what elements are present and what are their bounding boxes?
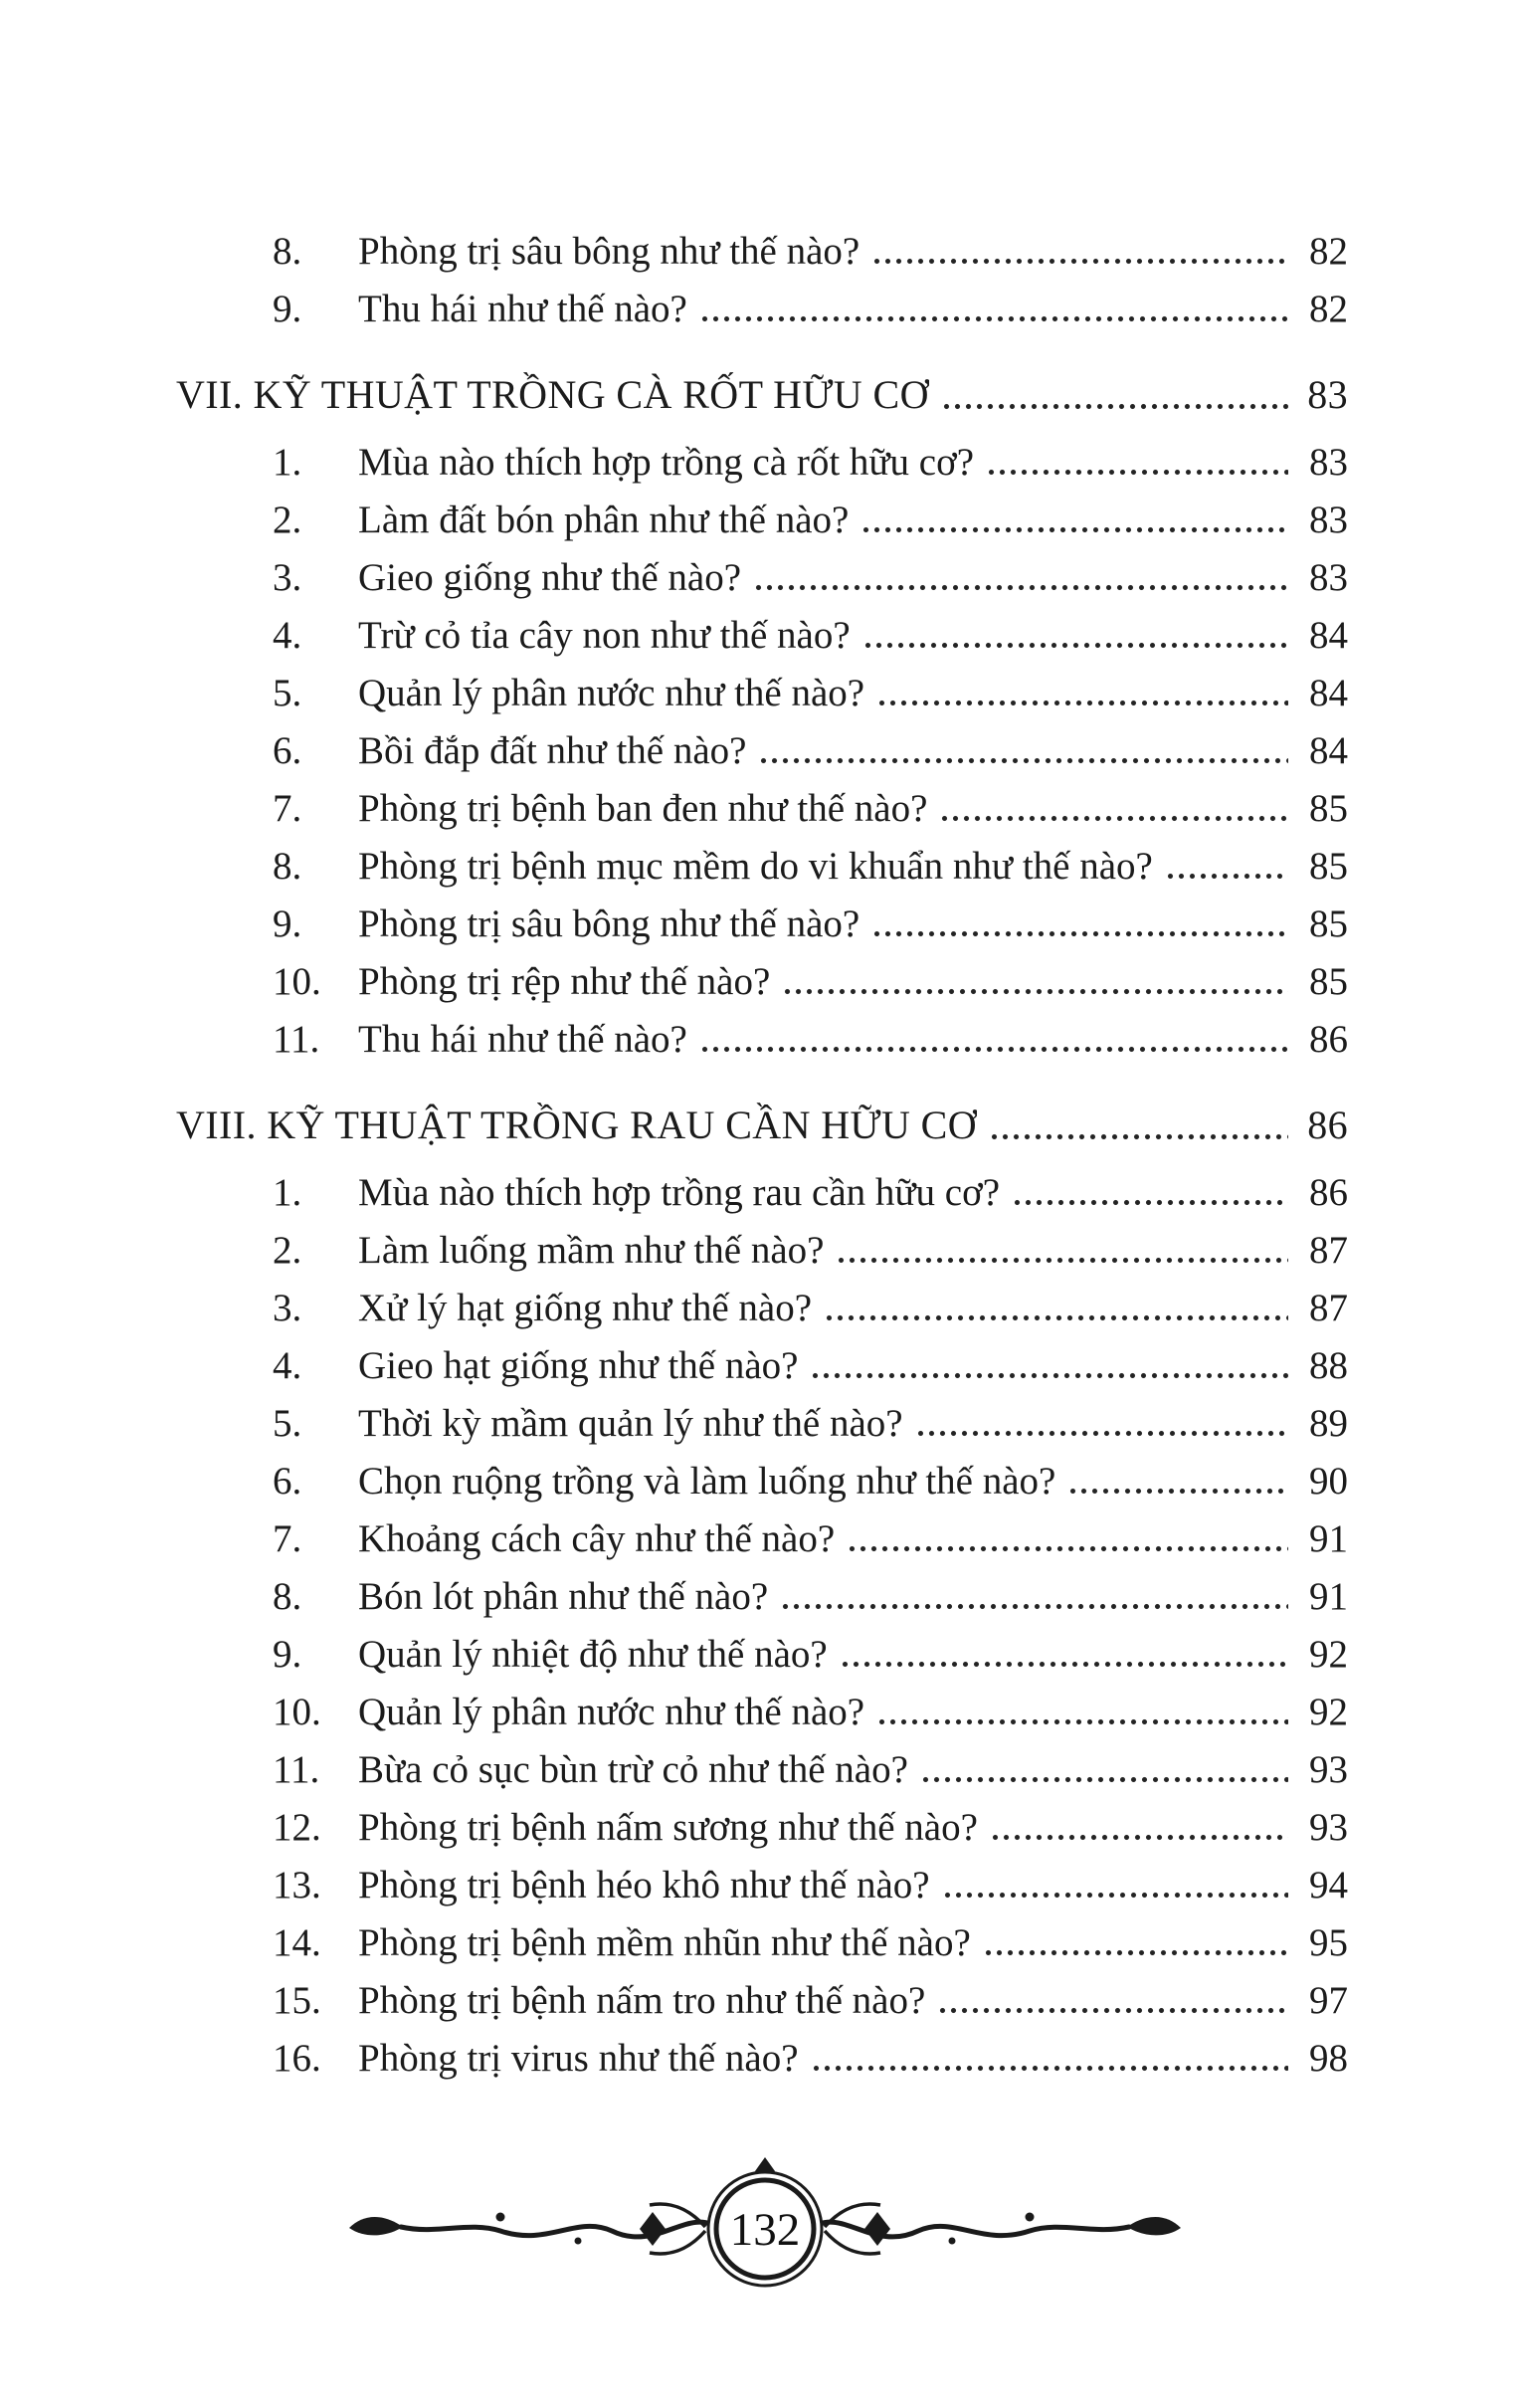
- toc-item-row: [176, 549, 1348, 607]
- entry-page: 85: [1309, 845, 1348, 888]
- entry-number: 6.: [273, 729, 302, 772]
- dot-leader: [871, 896, 1288, 953]
- toc-item-row: [176, 2030, 1348, 2088]
- toc-item-row: [176, 1568, 1348, 1626]
- entry-page: 92: [1309, 1691, 1348, 1733]
- entry-title: Bừa cỏ sục bùn trừ cỏ như thế nào?: [358, 1748, 908, 1791]
- entry-page: 84: [1309, 729, 1348, 772]
- dot-leader: [1067, 1453, 1288, 1510]
- toc-item-row: [176, 492, 1348, 549]
- entry-title: Khoảng cách cây như thế nào?: [358, 1517, 836, 1560]
- entry-title: Trừ cỏ tỉa cây non như thế nào?: [358, 614, 851, 657]
- entry-page: 93: [1309, 1806, 1348, 1849]
- dot-leader: [780, 1568, 1288, 1626]
- dot-leader: [840, 1626, 1288, 1684]
- entry-title: Gieo giống như thế nào?: [358, 556, 742, 599]
- entry-number: 11.: [273, 1018, 320, 1061]
- dot-leader: [941, 364, 1288, 426]
- dot-leader: [983, 1914, 1288, 1972]
- dot-leader: [942, 1857, 1288, 1914]
- entry-page: 95: [1309, 1921, 1348, 1964]
- toc-item-row: [176, 1280, 1348, 1337]
- toc-item-row: [176, 1164, 1348, 1222]
- entry-page: 84: [1309, 672, 1348, 714]
- entry-page: 86: [1309, 1018, 1348, 1061]
- entry-page: 85: [1309, 903, 1348, 945]
- toc-item-row: [176, 1684, 1348, 1741]
- toc-list: [176, 223, 1348, 2088]
- entry-page: 94: [1309, 1864, 1348, 1906]
- dot-leader: [939, 780, 1288, 838]
- dot-leader: [862, 607, 1288, 665]
- entry-title: Thời kỳ mầm quản lý như thế nào?: [358, 1402, 903, 1445]
- toc-item-row: [176, 1972, 1348, 2030]
- toc-section-row: [176, 364, 1348, 426]
- entry-page: 82: [1309, 230, 1348, 273]
- entry-number: 9.: [273, 903, 302, 945]
- entry-page: 91: [1309, 1575, 1348, 1618]
- entry-number: 1.: [273, 1171, 302, 1214]
- toc-item-row: [176, 722, 1348, 780]
- entry-page: 83: [1309, 441, 1348, 484]
- toc-item-row: [176, 281, 1348, 338]
- entry-number: 10.: [273, 960, 321, 1003]
- entry-page: 91: [1309, 1517, 1348, 1560]
- dot-leader: [782, 953, 1288, 1011]
- entry-page: 85: [1309, 787, 1348, 830]
- entry-number: 7.: [273, 1517, 302, 1560]
- dot-leader: [876, 1684, 1288, 1741]
- entry-page: 84: [1309, 614, 1348, 657]
- entry-page: 89: [1309, 1402, 1348, 1445]
- entry-number: 2.: [273, 1229, 302, 1272]
- entry-page: 88: [1309, 1344, 1348, 1387]
- entry-number: 7.: [273, 787, 302, 830]
- toc-item-row: [176, 1453, 1348, 1510]
- dot-leader: [920, 1741, 1288, 1799]
- entry-page: 87: [1309, 1287, 1348, 1329]
- entry-title: Chọn ruộng trồng và làm luống như thế nào?: [358, 1460, 1056, 1503]
- dot-leader: [699, 281, 1288, 338]
- entry-number: 8.: [273, 230, 302, 273]
- toc-item-row: [176, 896, 1348, 953]
- entry-number: 15.: [273, 1979, 321, 2022]
- entry-title: Phòng trị bệnh ban đen như thế nào?: [358, 787, 928, 830]
- entry-number: 5.: [273, 672, 302, 714]
- dot-leader: [847, 1510, 1288, 1568]
- entry-number: 2.: [273, 499, 302, 541]
- dot-leader: [860, 492, 1288, 549]
- entry-number: 12.: [273, 1806, 321, 1849]
- toc-item-row: [176, 1914, 1348, 1972]
- entry-page: 86: [1307, 1103, 1348, 1147]
- entry-title: Thu hái như thế nào?: [358, 1018, 687, 1061]
- dot-leader: [824, 1280, 1288, 1337]
- toc-item-row: [176, 780, 1348, 838]
- entry-title: Quản lý phân nước như thế nào?: [358, 672, 865, 714]
- toc-item-row: [176, 1337, 1348, 1395]
- entry-page: 83: [1307, 372, 1348, 417]
- entry-title: Mùa nào thích hợp trồng rau cần hữu cơ?: [358, 1171, 1001, 1214]
- page-number: 132: [729, 2204, 800, 2256]
- entry-number: 8.: [273, 1575, 302, 1618]
- entry-title: VIII. KỸ THUẬT TRỒNG RAU CẦN HỮU CƠ: [176, 1103, 978, 1147]
- entry-number: 4.: [273, 1344, 302, 1387]
- entry-page: 86: [1309, 1171, 1348, 1214]
- entry-page: 92: [1309, 1633, 1348, 1676]
- footer-ornament: [327, 2129, 1203, 2328]
- entry-page: 87: [1309, 1229, 1348, 1272]
- toc-item-row: [176, 953, 1348, 1011]
- toc-item-row: [176, 665, 1348, 722]
- entry-number: 8.: [273, 845, 302, 888]
- entry-title: Mùa nào thích hợp trồng cà rốt hữu cơ?: [358, 441, 975, 484]
- entry-number: 9.: [273, 288, 302, 330]
- entry-number: 11.: [273, 1748, 320, 1791]
- entry-page: 83: [1309, 499, 1348, 541]
- entry-title: Phòng trị rệp như thế nào?: [358, 960, 771, 1003]
- toc-item-row: [176, 223, 1348, 281]
- toc-item-row: [176, 1222, 1348, 1280]
- entry-title: Phòng trị bệnh mềm nhũn như thế nào?: [358, 1921, 971, 1964]
- dot-leader: [758, 722, 1288, 780]
- entry-title: Làm đất bón phân như thế nào?: [358, 499, 850, 541]
- entry-number: 1.: [273, 441, 302, 484]
- dot-leader: [699, 1011, 1288, 1069]
- entry-title: Quản lý nhiệt độ như thế nào?: [358, 1633, 828, 1676]
- entry-title: Làm luống mầm như thế nào?: [358, 1229, 825, 1272]
- toc-item-row: [176, 607, 1348, 665]
- entry-page: 82: [1309, 288, 1348, 330]
- entry-page: 93: [1309, 1748, 1348, 1791]
- toc-item-row: [176, 1799, 1348, 1857]
- entry-number: 5.: [273, 1402, 302, 1445]
- dot-leader: [937, 1972, 1288, 2030]
- toc-item-row: [176, 838, 1348, 896]
- entry-number: 6.: [273, 1460, 302, 1503]
- entry-page: 97: [1309, 1979, 1348, 2022]
- entry-title: Xử lý hạt giống như thế nào?: [358, 1287, 813, 1329]
- dot-leader: [1012, 1164, 1288, 1222]
- dot-leader: [986, 434, 1288, 492]
- dot-leader: [1165, 838, 1288, 896]
- dot-leader: [836, 1222, 1288, 1280]
- entry-title: Bón lót phân như thế nào?: [358, 1575, 769, 1618]
- entry-number: 3.: [273, 556, 302, 599]
- entry-title: Bồi đắp đất như thế nào?: [358, 729, 747, 772]
- entry-title: Phòng trị sâu bông như thế nào?: [358, 230, 860, 273]
- entry-title: Phòng trị bệnh nấm tro như thế nào?: [358, 1979, 926, 2022]
- page-footer: [0, 2129, 1529, 2328]
- dot-leader: [871, 223, 1288, 281]
- entry-number: 16.: [273, 2037, 321, 2080]
- entry-title: Quản lý phân nước như thế nào?: [358, 1691, 865, 1733]
- entry-title: Phòng trị bệnh mục mềm do vi khuẩn như thế nào?: [358, 845, 1153, 888]
- entry-number: 9.: [273, 1633, 302, 1676]
- toc-item-row: [176, 1741, 1348, 1799]
- toc-item-row: [176, 434, 1348, 492]
- entry-page: 98: [1309, 2037, 1348, 2080]
- dot-leader: [876, 665, 1288, 722]
- dot-leader: [811, 2030, 1288, 2088]
- toc-item-row: [176, 1626, 1348, 1684]
- dot-leader: [915, 1395, 1288, 1453]
- dot-leader: [810, 1337, 1288, 1395]
- toc-item-row: [176, 1395, 1348, 1453]
- toc-item-row: [176, 1857, 1348, 1914]
- entry-number: 10.: [273, 1691, 321, 1733]
- entry-title: Phòng trị bệnh héo khô như thế nào?: [358, 1864, 930, 1906]
- entry-title: Gieo hạt giống như thế nào?: [358, 1344, 799, 1387]
- entry-page: 85: [1309, 960, 1348, 1003]
- entry-number: 4.: [273, 614, 302, 657]
- entry-page: 90: [1309, 1460, 1348, 1503]
- entry-title: Phòng trị sâu bông như thế nào?: [358, 903, 860, 945]
- entry-title: VII. KỸ THUẬT TRỒNG CÀ RỐT HỮU CƠ: [176, 372, 929, 417]
- entry-number: 13.: [273, 1864, 321, 1906]
- dot-leader: [990, 1799, 1288, 1857]
- dot-leader: [989, 1095, 1288, 1156]
- toc-item-row: [176, 1510, 1348, 1568]
- dot-leader: [753, 549, 1288, 607]
- entry-number: 3.: [273, 1287, 302, 1329]
- entry-title: Thu hái như thế nào?: [358, 288, 687, 330]
- toc-item-row: [176, 1011, 1348, 1069]
- toc-section-row: [176, 1095, 1348, 1156]
- entry-title: Phòng trị bệnh nấm sương như thế nào?: [358, 1806, 978, 1849]
- entry-number: 14.: [273, 1921, 321, 1964]
- entry-page: 83: [1309, 556, 1348, 599]
- entry-title: Phòng trị virus như thế nào?: [358, 2037, 799, 2080]
